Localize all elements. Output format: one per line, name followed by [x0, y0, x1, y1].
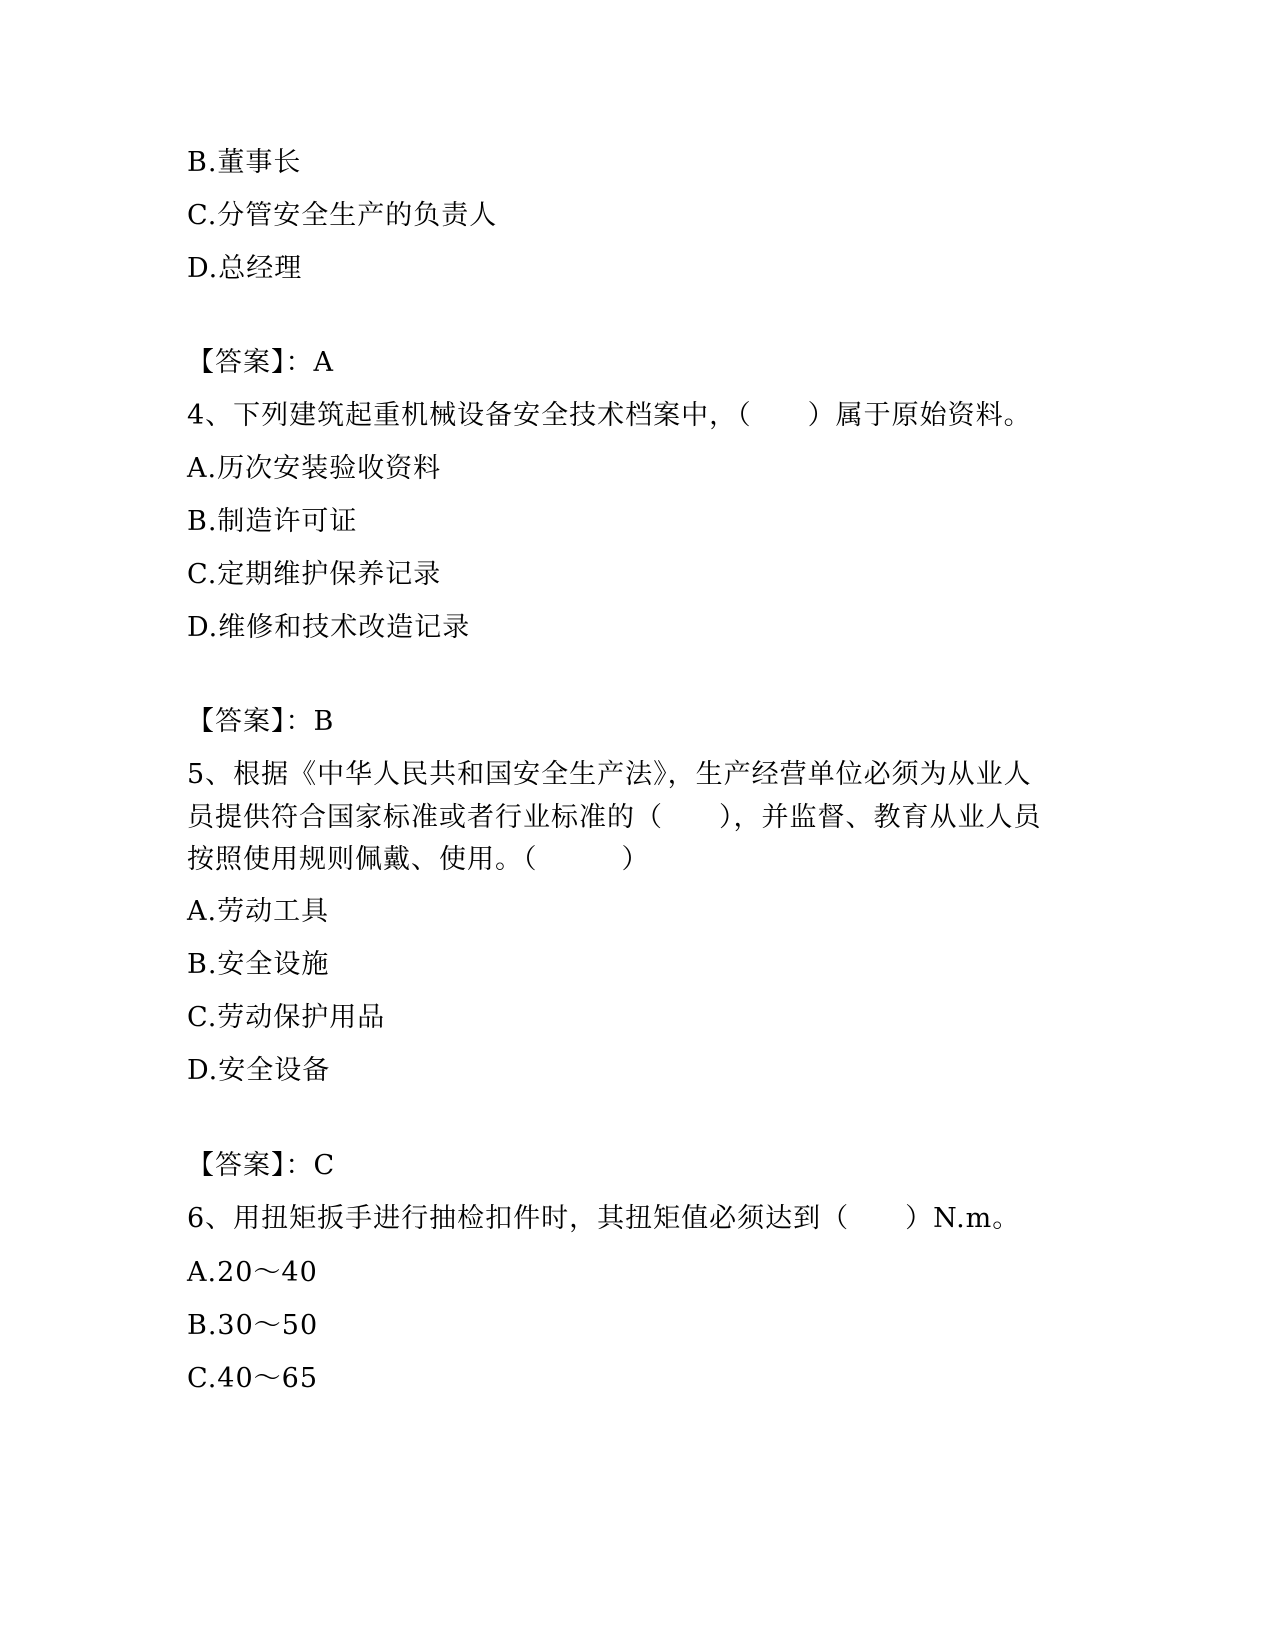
q6-stem: 6、用扭矩扳手进行抽检扣件时，其扭矩值必须达到（ ）N.m。 — [187, 1203, 1021, 1234]
q6-option-c: C.40～65 — [187, 1363, 318, 1394]
q5-stem-line-3: 按照使用规则佩戴、使用。（ ） — [187, 844, 650, 875]
q3-answer: 【答案】：A — [187, 347, 334, 378]
q3-option-d: D.总经理 — [187, 253, 303, 284]
q5-option-d: D.安全设备 — [187, 1055, 331, 1086]
q5-stem-line-2: 员提供符合国家标准或者行业标准的（ ），并监督、教育从业人员 — [187, 802, 1042, 833]
q5-stem-line-1: 5、根据《中华人民共和国安全生产法》，生产经营单位必须为从业人 — [187, 759, 1032, 790]
q5-option-c: C.劳动保护用品 — [187, 1002, 386, 1033]
q3-option-c: C.分管安全生产的负责人 — [187, 200, 498, 231]
q4-option-b: B.制造许可证 — [187, 506, 358, 537]
q5-option-b: B.安全设施 — [187, 949, 330, 980]
q4-stem: 4、下列建筑起重机械设备安全技术档案中，（ ）属于原始资料。 — [187, 400, 1032, 431]
q5-answer: 【答案】：C — [187, 1150, 336, 1181]
q4-answer: 【答案】：B — [187, 706, 335, 737]
q4-option-d: D.维修和技术改造记录 — [187, 612, 471, 643]
q6-option-b: B.30～50 — [187, 1310, 319, 1341]
q3-option-b: B.董事长 — [187, 147, 302, 178]
q4-option-c: C.定期维护保养记录 — [187, 559, 442, 590]
q5-option-a: A.劳动工具 — [187, 896, 330, 927]
q6-option-a: A.20～40 — [187, 1257, 318, 1288]
q4-option-a: A.历次安装验收资料 — [187, 453, 442, 484]
